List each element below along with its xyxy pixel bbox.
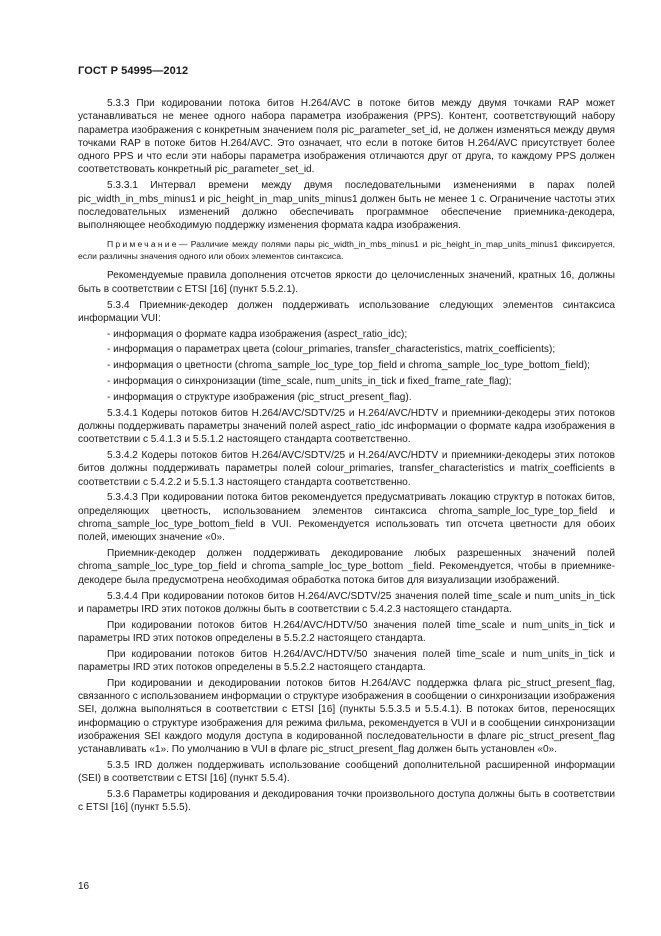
paragraph-5-3-3-1: 5.3.3.1 Интервал времени между двумя последовательными изменениями в парах полей pic_width_in_mbs_minus1 и pic_height_in_map_units_minus1 должен быть не менее 1 с. Ограничение частоты этих последовательных изменений должно обеспечивать программное обеспечение приемника-декодера, выполняющее необходимую поддержку изменения формата кадра изображения. xyxy=(78,180,615,232)
paragraph-5-3-3: 5.3.3 При кодировании потока битов H.264/AVC в потоке битов между двумя точками RAP может устанавливаться не менее одного набора параметра изображения (PPS). Контент, соответствующий набору параметра изображения с конкретным значением поля pic_parameter_set_id, не должен изменяться между двумя точками RAP в потоке битов H.264/AVC. Это означает, что если в потоке битов H.264/AVC присутствует более одного PPS и что если эти наборы параметра изображения отличаются друг от друга, то каждому PPS должен соответствовать конкретный pic_parameter_set_id. xyxy=(78,98,615,176)
document-header: ГОСТ Р 54995—2012 xyxy=(78,65,189,77)
paragraph-5-3-4-2: 5.3.4.2 Кодеры потоков битов H.264/AVC/SDTV/25 и H.264/AVC/HDTV и приемники-декодеры этих потоков битов должны поддерживать параметры полей colour_primaries, transfer_characteristics и matrix_coefficients в соответствии с 5.4.2.2 и 5.5.1.3 настоящего стандарта соответственно. xyxy=(78,450,615,488)
paragraph-5-3-4: 5.3.4 Приемник-декодер должен поддерживать использование следующих элементов синтаксиса информации VUI: xyxy=(78,299,615,324)
page-number: 16 xyxy=(78,881,90,892)
paragraph-pic-struct: При кодировании и декодировании потоков битов H.264/AVC поддержка флага pic_struct_present_flag, связанного с использованием информации о структуре изображения в сообщении о синхронизации изображения SEI, должна выполняться в соответствии с ETSI [16] (пункты 5.5.3.5 и 5.5.4.1). В потоках битов, переносящих информацию о структуре изображения для режима фильма, рекомендуется в VUI и в сообщении синхронизации изображения SEI каждого модуля доступа в кодированной последовательности в флаге pic_struct_present_flag устанавливать «1». По умолчанию в VUI в флаге pic_struct_present_flag должен быть установлен «0». xyxy=(78,677,615,756)
paragraph-5-3-4-1: 5.3.4.1 Кодеры потоков битов H.264/AVC/SDTV/25 и H.264/AVC/HDTV и приемники-декодеры этих потоков должны поддерживать параметры значений полей aspect_ratio_idc информации о формате кадра изображения в соответствии с 5.4.1.3 и 5.5.1.2 настоящего стандарта соответственно. xyxy=(78,407,615,446)
list-item: - информация о синхронизации (time_scale, num_units_in_tick и fixed_frame_rate_flag); xyxy=(107,376,512,388)
note-text: — Различие между полями пары pic_width_in_mbs_minus1 и pic_height_in_map_units_minus1 фиксируется, если различны значения одного или обоих элементов синтаксиса. xyxy=(78,239,615,262)
paragraph-5-3-4-3: 5.3.4.3 При кодировании потока битов рекомендуется предусматривать локацию структур в потоках битов, определяющих цветность, использованием элементов синтаксиса chroma_sample_loc_type_top_field и chroma_sample_loc_type_bottom_field в VUI. Рекомендуется использовать тип отсчета цветности для обоих полей, имеющих значение «0». xyxy=(78,492,615,544)
document-body xyxy=(78,97,615,817)
note-label: Примечание xyxy=(107,239,179,250)
paragraph-hdtv-timing-1: При кодировании потоков битов H.264/AVC/HDTV/50 значения полей time_scale и num_units_in_tick и параметры IRD этих потоков определены в 5.5.2.2 настоящего стандарта. xyxy=(78,619,615,644)
list-item: - информация о параметрах цвета (colour_primaries, transfer_characteristics, matrix_coefficients); xyxy=(107,344,556,356)
paragraph-hdtv-timing-2: При кодировании потоков битов H.264/AVC/HDTV/50 значения полей time_scale и num_units_in_tick и параметры IRD этих потоков определены в 5.5.2.2 настоящего стандарта. xyxy=(78,648,615,673)
paragraph-5-3-4-4: 5.3.4.4 При кодировании потоков битов H.264/AVC/SDTV/25 значения полей time_scale и num_units_in_tick и параметры IRD этих потоков должны быть в соответствии с 5.4.2.3 настоящего стандарта. xyxy=(78,590,615,615)
paragraph-decoder-chroma: Приемник-декодер должен поддерживать декодирование любых разрешенных значений полей chroma_sample_loc_type_top_field и chroma_sample_loc_type_bottom _field. Рекомендуется, чтобы в приемнике-декодере была предусмотрена необходимая обработка потока битов для визуализации изображений. xyxy=(78,548,615,586)
note xyxy=(78,238,615,262)
list-item: - информация о цветности (chroma_sample_loc_type_top_field и chroma_sample_loc_type_bottom_field); xyxy=(107,360,590,372)
list-item: - информация о формате кадра изображения (aspect_ratio_idc); xyxy=(107,328,408,340)
paragraph-5-3-6: 5.3.6 Параметры кодирования и декодирования точки произвольного доступа должны быть в соответствии с ETSI [16] (пункт 5.5.5). xyxy=(78,789,615,814)
paragraph-5-3-5: 5.3.5 IRD должен поддерживать использование сообщений дополнительной расширенной информации (SEI) в соответствии с ETSI [16] (пункт 5.5.4). xyxy=(78,760,615,785)
paragraph-luma-padding: Рекомендуемые правила дополнения отсчетов яркости до целочисленных значений, кратных 16, должны быть в соответствии с ETSI [16] (пункт 5.5.2.1). xyxy=(78,270,615,295)
list-item: - информация о структуре изображения (pic_struct_present_flag). xyxy=(107,391,412,403)
